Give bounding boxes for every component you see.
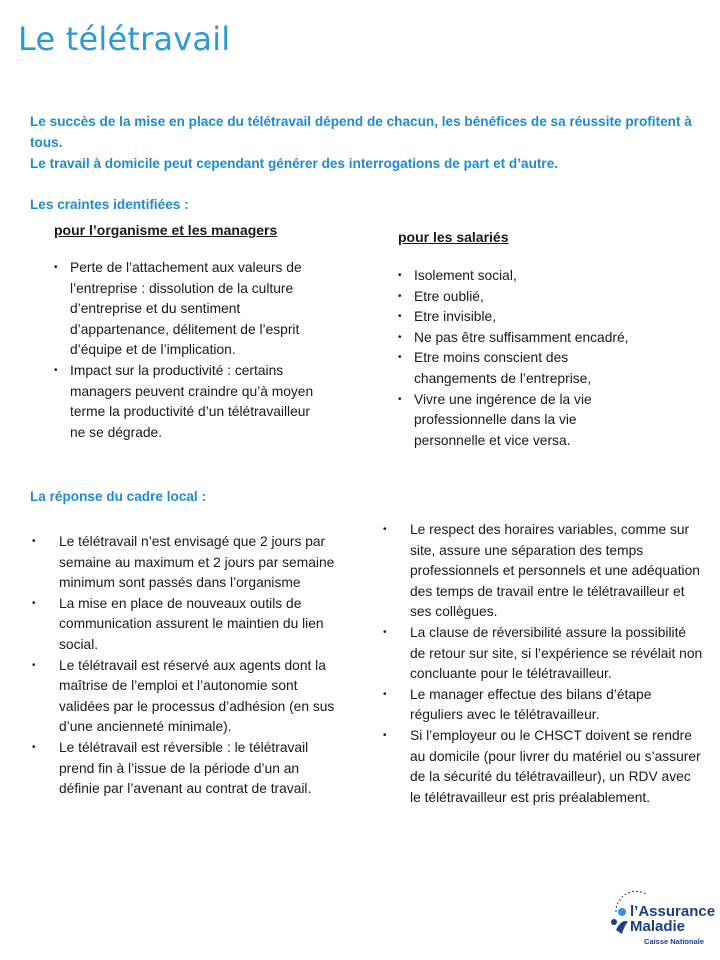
fears-employees-heading: pour les salariés — [398, 229, 509, 245]
response-right-list — [383, 520, 705, 808]
list-item: • Le télétravail est réversible : le télétravail prend fin à l’issue de la période d’un an définie par l’avenant au contrat de travail. — [32, 739, 312, 797]
logo-caption: Caisse Nationale — [644, 937, 705, 946]
assurance-maladie-logo — [602, 882, 716, 952]
list-item: • Ne pas être suffisamment encadré, — [398, 329, 629, 345]
list-item: • Perte de l’attachement aux valeurs de l’entreprise : dissolution de la culture d’entreprise et du sentiment d’appartenance, délitement de l’esprit d’équipe et de l’implication. — [54, 260, 302, 358]
list-item: • Etre invisible, — [398, 309, 497, 325]
intro-line-1: Le succès de la mise en place du télétravail dépend de chacun, les bénéfices de sa réussite profitent à tous. — [30, 114, 692, 150]
list-item: • La clause de réversibilité assure la possibilité de retour sur site, si l’expérience se révélait non concluante pour le télétravailleur. — [383, 624, 703, 682]
fears-employees-list — [398, 266, 688, 451]
list-item: • Le manager effectue des bilans d’étape réguliers avec le télétravailleur. — [383, 686, 652, 723]
list-item: • Le télétravail n’est envisagé que 2 jours par semaine au maximum et 2 jours par semaine minimum sont passés dans l’organisme — [32, 534, 335, 591]
list-item: • Etre oublié, — [398, 288, 484, 304]
fears-employees-section — [398, 229, 698, 451]
response-left-list — [32, 532, 342, 800]
response-heading: La réponse du cadre local : — [30, 489, 207, 504]
logo-text: l’Assurance Maladie — [630, 903, 716, 935]
list-item: • Le respect des horaires variables, comme sur site, assure une séparation des temps professionnels et personnels et une adéquation des temps de travail entre le télétravailleur et ses collègues. — [383, 522, 700, 620]
list-item: • Etre moins conscient des changements de l’entreprise, — [398, 350, 592, 386]
fears-organisation-heading: pour l’organisme et les managers — [54, 222, 278, 238]
list-item: • Isolement social, — [398, 268, 517, 283]
list-item: • Le télétravail est réservé aux agents dont la maîtrise de l’emploi et l’autonomie sont validées par le processus d’adhésion (en sus d’une ancienneté minimale). — [32, 657, 335, 735]
list-item: • Si l’employeur ou le CHSCT doivent se rendre au domicile (pour livrer du matériel ou s’assurer de la sécurité du télétravailleur), un RDV avec le télétravailleur est pris préalablement. — [383, 727, 701, 805]
list-item: • Vivre une ingérence de la vie professionnelle dans la vie personnelle et vice versa. — [398, 391, 592, 448]
list-item: • La mise en place de nouveaux outils de communication assurent le maintien du lien social. — [32, 595, 324, 652]
page-title: Le télétravail — [18, 20, 231, 58]
fears-organisation-section — [54, 222, 344, 443]
list-item: • Impact sur la productivité : certains managers peuvent craindre qu’à moyen terme la productivité d’un télétravailleur ne se dégrade. — [54, 362, 314, 440]
fears-heading: Les craintes identifiées : — [30, 197, 189, 212]
fears-organisation-list — [54, 258, 316, 443]
intro-line-2: Le travail à domicile peut cependant générer des interrogations de part et d’autre. — [30, 156, 559, 171]
